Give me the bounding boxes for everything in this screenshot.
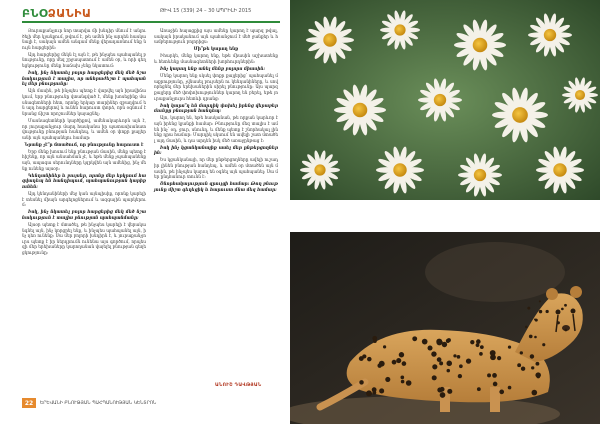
article-paragraph: Այդ հարցերից մեկն էլ այն է, թե ինչպես պահպանել բնությունը, որը մեզ շրջապատում է ամեն օր, և որի գեղեցկությունը մենք հաճախ չենք նկատում:: [22, 51, 146, 69]
header-divider: [22, 21, 280, 23]
masthead: [22, 6, 91, 20]
article-paragraph: Այո, կարող են, եթե հասկանան, թե որքան կարևոր է այն իրենց կյանքի համար: Բնությունը մեզ տալիս է ամեն ինչ՝ օդ, ջուր, սնունդ, և մենք պետք է շնորհակալ լինենք դրա համար: Մարդիկ սկսում են ավելի շատ մտածել այդ մասին, և դա արդեն իսկ մեծ առաջընթաց է:: [154, 115, 278, 143]
cheetah-photo: [290, 232, 600, 424]
footer-text: ԵՐԵՎԱՆԻ ԲՆՈՒԹՅԱՆ ՊԱՀՊԱՆՈՒԹՅԱՆ ԿԵՆՏՐՈՆ: [40, 401, 157, 406]
interview-question: Ինչ կարող ենք անել մենք բոլորս միասին:: [160, 66, 265, 72]
article-paragraph: Մենք կարող ենք սկսել փոքր քայլերից՝ պահպանել մաքրությունը, չվնասել բույսերն ու կենդանիները, և սովորեցնել մեր երեխաներին սիրել բնությունը: Այս պարզ քայլերը մեծ փոփոխություններ կարող են բերել, եթե յուրաքանչյուրս հետևի դրանց:: [154, 73, 278, 101]
article-paragraph: Մասնագետների կարծիքով, ամենակարևորն այն է, որ յուրաքանչյուր մարդ հասկանա իր պատասխանատվությունը բնության հանդեպ, և ամեն օր փոքր քայլեր անի այն պահպանելու համար:: [22, 117, 146, 140]
article-column-1: [22, 28, 146, 257]
interview-question: Իսկ կարո՞ղ են մարդիկ փոխել իրենց վերաբերմունքը բնության հանդեպ:: [154, 102, 278, 114]
issue-info: ԹԻՎ 15 (339) 24 – 30 ԱՊՐԻԼԻ 2015: [160, 8, 252, 14]
interview-question: Իսկ, ինչ նկատել բոլոր հարցերից մեկ մեծ նշանակություն է տալիս բնության պահպանմանը:: [22, 209, 146, 220]
page-number: 22: [22, 398, 36, 408]
interview-question: Կենդանիներ և բույսեր, որոնք մեր երկրում հազվադեպ են հանդիպում, պահպանության կարիք ունեն:: [22, 172, 146, 189]
article-paragraph: Առաջին հայացքից այս ամենը կարող է պարզ թվալ, սակայն իրականում այն պահանջում է մեծ ջանքեր և համբերություն բոլորիցս:: [154, 28, 278, 45]
article-subheading: Նրանք չէ՞ր մտածում, որ բնությունը հարուստ է: [24, 141, 144, 147]
article-subheading: Մի՞թե կարող ենք: [193, 46, 239, 52]
interview-question: Իսկ, ինչ նկատել բոլոր հարցերից մեկ մեծ նշանակություն է տալիս, որ անհրաժեշտ է պահպանել մեր բնությունը:: [22, 70, 146, 87]
article-paragraph: Երբ մենք խոսում ենք բնության մասին, մենք պետք է հիշենք, որ այն անսահման չէ, և եթե մենք չպահպանենք այն, ապագա սերունդները կզրկվեն այն ամենից, ինչ մենք ունենք այսօր:: [22, 148, 146, 171]
article-paragraph: Յուրաքանչյուր նոր տարվա մի խնդիր մնում է անլուծելի մեր կյանքում, թվում է, թե ամեն ինչ արդեն հասկանալի է, սակայն ամեն անգամ մենք վերադառնում ենք նույն հարցերին:: [22, 28, 146, 50]
interview-question: Շնորհակալություն զրույցի համար: Թող բնությունը միշտ գեղեցիկ և հարուստ մնա մեզ համար:: [154, 181, 278, 192]
magazine-logo: [22, 7, 91, 20]
article-paragraph: Այսօր պետք է մտածել, թե ինչպես կարելի է վերականգնել այն, ինչ կորցրել ենք, և ինչպես պահպանել այն, ինչ դեռ ունենք: Սա մեր բոլորի խնդիրն է, և յուրաքանչյուրս պետք է իր ներդրումն ունենա այս գործում, որպեսզի մեր երեխաները կարողանան վայելել բնության գեղեցկությունը:: [22, 222, 146, 255]
logo-part-1: ԲՆՕ: [22, 6, 48, 20]
interview-question: Իսկ ինչ կցանկանայիք ասել մեր ընթերցողներին:: [154, 144, 278, 156]
article-paragraph: Իհարկե, մենք կարող ենք, եթե միասին աշխատենք և հետևենք մասնագետների խորհուրդներին:: [154, 53, 278, 64]
daisy-flowers-photo: [290, 0, 600, 200]
author-signature: ԱՆՈՒՇ ԴԱՎԹՅԱՆ: [215, 383, 262, 388]
article-column-2: [154, 28, 278, 194]
article-paragraph: Այն մասին, թե ինչպես պետք է վարվել այն իրավիճակում, երբ բնությունը վտանգված է, մենք խոսեցինք մասնագետների հետ, որոնք երկար տարիներ զբաղվում են այդ հարցերով և ունեն հարուստ փորձ, որն օգնում է նրանց ճիշտ որոշումներ կայացնել:: [22, 88, 146, 116]
article-paragraph: Ես կցանկանայի, որ մեր ընթերցողները ավելի ուշադիր լինեն բնության հանդեպ, և ամեն օր մտածեն այն մասին, թե ինչպես կարող են օգնել այն պահպանել: Սա մեր ընդհանուր տունն է:: [154, 157, 278, 180]
article-paragraph: Այդ կենդանիների մեջ կան այնպիսիք, որոնք կարելի է տեսնել միայն արգելոցներում և ազգային պարկերում:: [22, 191, 146, 208]
logo-part-2: ՁԱՆԻԱ: [47, 6, 92, 20]
